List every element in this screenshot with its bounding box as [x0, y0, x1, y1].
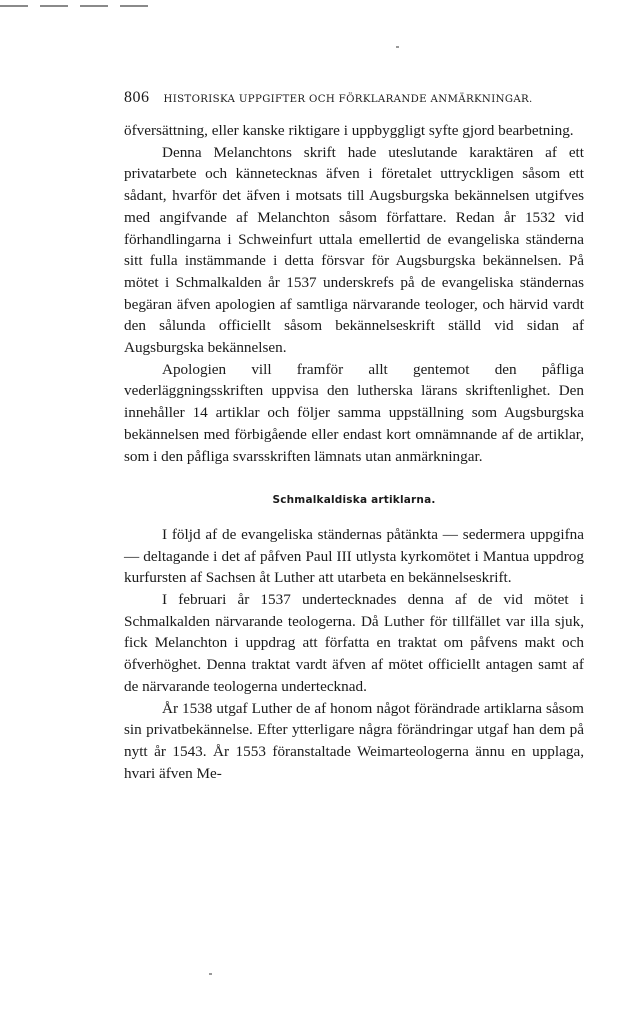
section-heading: Schmalkaldiska artiklarna. — [272, 494, 436, 507]
edge-mark — [40, 5, 68, 7]
speck — [396, 46, 399, 48]
edge-mark — [120, 5, 148, 7]
page-number: 806 — [124, 89, 150, 106]
paragraph: öfversättning, eller kanske riktigare i uppbyggligt syfte gjord bearbetning. — [124, 122, 574, 139]
page-body — [124, 120, 584, 784]
paragraph: I februari år 1537 undertecknades denna af de vid mötet i Schmalkalden närvarande teologerna. Då Luther för tillfället var illa sjuk, fick Melanchton i uppdrag att författa en traktat om påfvens makt och öfverhöghet. Denna traktat vardt äfven af mötet officiellt antagen samt af de närvarande teologerna undertecknad. — [124, 591, 584, 695]
speck — [209, 973, 212, 975]
paragraph: År 1538 utgaf Luther de af honom något förändrade artiklarna såsom sin privatbekännelse. Efter ytterligare några förändringar utgaf han dem på nytt år 1543. År 1553 föranstaltade Weimarteologerna ännu en upplaga, hvari äfven Me- — [124, 699, 584, 782]
page-header — [124, 89, 584, 107]
edge-mark — [0, 5, 28, 7]
paragraph: Denna Melanchtons skrift hade uteslutande karaktären af ett privatarbete och kännetecknas äfven i företalet uttryckligen såsom ett sådant, hvarför det äfven i motsats till Augsburgska bekännelsen utgifves med angifvande af Melanchton såsom författare. Redan år 1532 vid förhandlingarna i Schweinfurt uttala emellertid de evangeliska ständerna sitt fulla instämmande i detta försvar för Augsburgska bekännelsen. På mötet i Schmalkalden år 1537 underskrefs på de evangeliska ständernas begäran äfven apologien af samtliga närvarande teologer, och härvid vardt den sålunda officiellt såsom bekännelseskrift ställd vid sidan af Augsburgska bekännelsen. — [124, 143, 584, 357]
top-edge-marks — [0, 5, 160, 7]
paragraph: Apologien vill framför allt gentemot den påfliga vederläggningsskriften uppvisa den lutherska lärans skriftenlighet. Den innehåller 14 artiklar och följer samma uppställning som Augsburgska bekännelsen med förbigående eller endast kort omnämnande af de artiklar, som i den påfliga svarsskriften lämnats utan anmärkningar. — [124, 360, 584, 465]
running-head: HISTORISKA UPPGIFTER OCH FÖRKLARANDE ANMÄRKNINGAR. — [163, 94, 533, 105]
edge-mark — [80, 5, 108, 7]
paragraph: I följd af de evangeliska ständernas påtänkta — sedermera uppgifna — deltagande i det af påfven Paul III utlysta kyrkomötet i Mantua uppdrog kurfursten af Sachsen åt Luther att utarbeta en bekännelseskrift. — [124, 525, 584, 587]
